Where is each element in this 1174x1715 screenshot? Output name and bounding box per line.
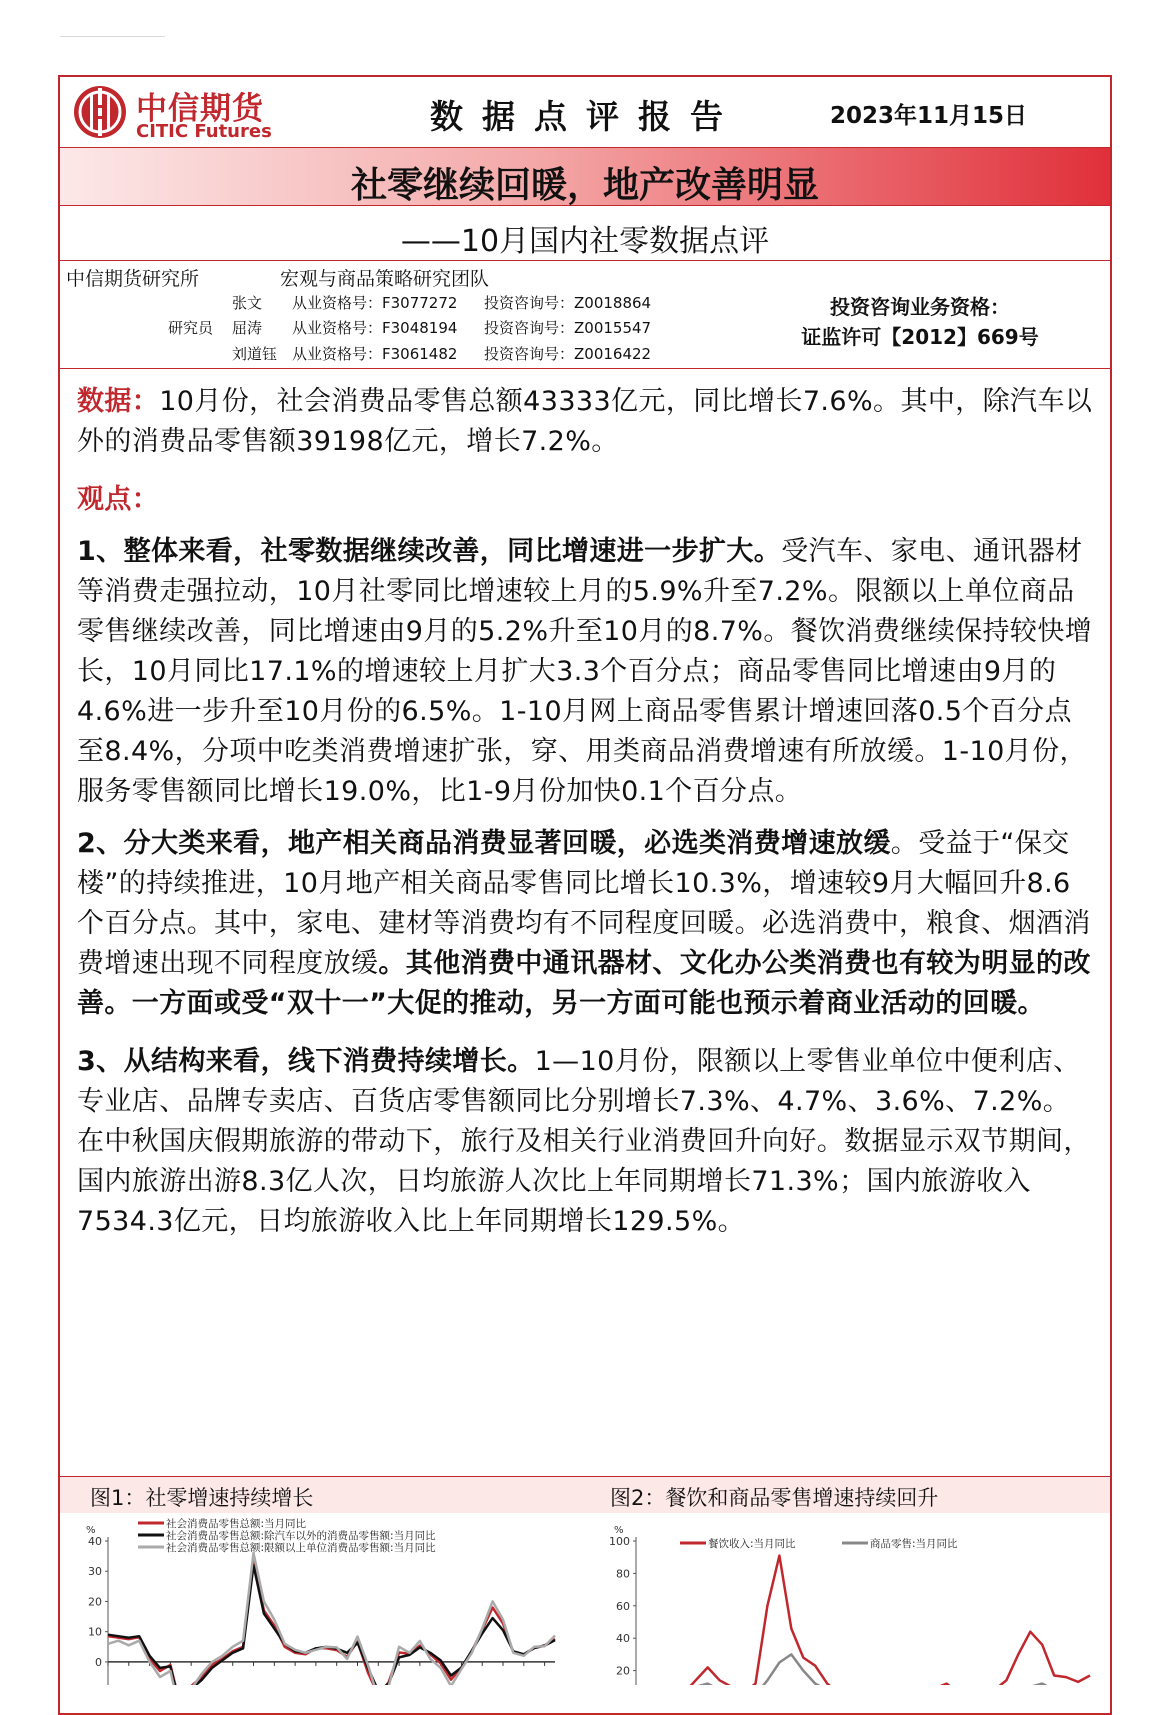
point-3-heading: 3、从结构来看，线下消费持续增长。 — [77, 1046, 535, 1077]
y-axis-unit-label: % — [614, 1525, 624, 1536]
citic-logo-icon — [72, 84, 128, 140]
series-line — [636, 1556, 1090, 1685]
logo-text-cn: 中信期货 — [136, 91, 264, 127]
author-consult-id: 投资咨询号：Z0015547 — [484, 319, 652, 337]
institute-name: 中信期货研究所 — [66, 268, 200, 290]
chart-1 — [60, 1513, 560, 1685]
series-line — [108, 1565, 555, 1685]
main-title: 社零继续回暖，地产改善明显 — [350, 165, 819, 206]
team-name: 宏观与商品策略研究团队 — [280, 268, 490, 290]
author-license: 从业资格号：F3061482 — [292, 345, 458, 363]
title-band — [60, 148, 1110, 205]
author-name: 刘道钰 — [232, 345, 278, 363]
author-role: 研究员 — [168, 319, 214, 337]
y-tick-label: 60 — [616, 1599, 630, 1613]
point-2-emphasis: 。其他消费中通讯器材、文化办公类消费也有较为明显的改善。一方面或受“双十一”大促的推动，另一方面可能也预示着商业活动的回暖。 — [77, 948, 1091, 1019]
point-1-heading: 1、整体来看，社零数据继续改善，同比增速进一步扩大。 — [77, 536, 782, 567]
y-tick-label: 100 — [609, 1535, 630, 1548]
data-label: 数据： — [77, 386, 160, 417]
y-tick-label: 10 — [88, 1625, 102, 1639]
author-row — [232, 292, 651, 313]
author-row — [232, 317, 651, 338]
y-tick-label: 40 — [88, 1535, 102, 1548]
logo-text-en: CITIC Futures — [136, 121, 272, 142]
legend-label: 商品零售:当月同比 — [870, 1538, 958, 1550]
view-label: 观点： — [77, 484, 160, 515]
qualification-label: 投资咨询业务资格： — [830, 295, 1010, 319]
point-2-text: 。受益于“保交楼”的持续推进，10月地产相关商品零售同比增长10.3%，增速较9月大幅回升8.6个百分点。其中，家电、建材等消费均有不同程度回暖。必选消费中，粮食、烟酒消费增速出现不同程度放缓 — [77, 828, 1091, 979]
report-header — [60, 77, 1110, 148]
legend-label: 社会消费品零售总额:除汽车以外的消费品零售额:当月同比 — [166, 1530, 436, 1542]
chart-2 — [580, 1513, 1100, 1685]
report-date: 2023年11月15日 — [830, 103, 1028, 129]
figure-2-title: 图2：餐饮和商品零售增速持续回升 — [610, 1486, 939, 1510]
report-body — [77, 382, 1097, 1242]
report-type: 数据点评报告 — [430, 97, 742, 136]
author-name: 屈涛 — [232, 319, 263, 337]
y-tick-label: 0 — [95, 1655, 102, 1669]
subtitle-row — [60, 205, 1110, 261]
y-axis-unit-label: % — [86, 1525, 96, 1536]
figure-header-band — [60, 1476, 1110, 1513]
author-row — [232, 343, 651, 364]
y-tick-label: 20 — [616, 1664, 630, 1678]
y-tick-label: 80 — [616, 1567, 630, 1581]
point-2-heading: 2、分大类来看，地产相关商品消费显著回暖，必选类消费增速放缓 — [77, 828, 891, 859]
author-license: 从业资格号：F3048194 — [292, 319, 458, 337]
author-license: 从业资格号：F3077272 — [292, 294, 458, 312]
y-tick-label: 20 — [88, 1595, 102, 1609]
author-consult-id: 投资咨询号：Z0018864 — [484, 294, 652, 312]
view-heading — [77, 480, 1097, 520]
data-text: 10月份，社会消费品零售总额43333亿元，同比增长7.6%。其中，除汽车以外的消费品零售额39198亿元，增长7.2%。 — [77, 386, 1093, 457]
top-rule — [60, 36, 165, 37]
figure-1-title: 图1：社零增速持续增长 — [90, 1486, 314, 1510]
author-block — [60, 260, 1110, 369]
point-1 — [77, 532, 1097, 812]
point-3 — [77, 1042, 1097, 1242]
point-2 — [77, 824, 1097, 1024]
qualification-value: 证监许可【2012】669号 — [801, 325, 1039, 349]
y-tick-label: 30 — [88, 1565, 102, 1579]
series-line — [108, 1559, 555, 1685]
legend-label: 社会消费品零售总额:限额以上单位消费品零售额:当月同比 — [166, 1542, 436, 1554]
legend-label: 餐饮收入:当月同比 — [708, 1538, 796, 1550]
y-tick-label: 40 — [616, 1632, 630, 1646]
subtitle: ——10月国内社零数据点评 — [400, 224, 770, 259]
report-frame — [58, 75, 1112, 1715]
legend-label: 社会消费品零售总额:当月同比 — [166, 1518, 307, 1530]
author-name: 张文 — [232, 294, 263, 312]
author-consult-id: 投资咨询号：Z0016422 — [484, 345, 652, 363]
point-3-text: 1—10月份，限额以上零售业单位中便利店、专业店、品牌专卖店、百货店零售额同比分别增长7.3%、4.7%、3.6%、7.2%。在中秋国庆假期旅游的带动下，旅行及相关行业消费回升向好。数据显示双节期间，国内旅游出游8.3亿人次，日均旅游人次比上年同期增长71.3%；国内旅游收入7534.3亿元，日均旅游收入比上年同期增长129.5%。 — [77, 1046, 1091, 1237]
point-1-text: 受汽车、家电、通讯器材等消费走强拉动，10月社零同比增速较上月的5.9%升至7.2%。限额以上单位商品零售继续改善，同比增速由9月的5.2%升至10月的8.7%。餐饮消费继续保持较快增长，10月同比17.1%的增速较上月扩大3.3个百分点；商品零售同比增速由9月的4.6%进一步升至10月份的6.5%。1-10月网上商品零售累计增速回落0.5个百分点至8.4%，分项中吃类消费增速扩张，穿、用类商品消费增速有所放缓。1-10月份，服务零售额同比增长19.0%，比1-9月份加快0.1个百分点。 — [77, 536, 1093, 807]
data-paragraph — [77, 382, 1097, 462]
